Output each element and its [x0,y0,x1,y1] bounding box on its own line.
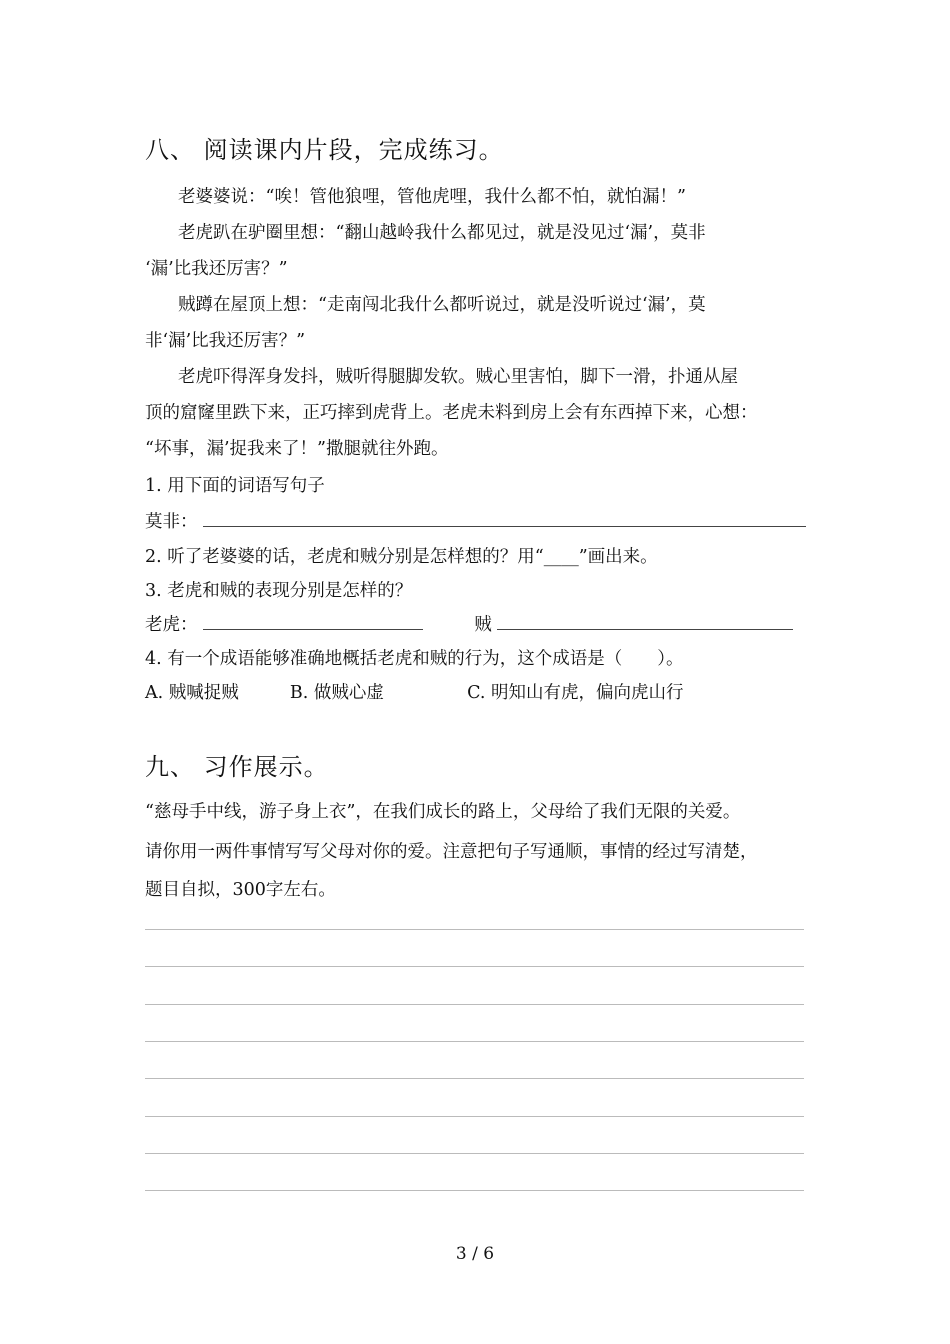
writing-line[interactable] [145,929,804,930]
thief-answer-line[interactable] [497,611,793,630]
option-a[interactable]: A. 贼喊捉贼 [145,683,239,703]
mofei-label: 莫非： [145,512,198,532]
question-4-options [145,679,683,704]
question-1-answer-row [145,508,806,533]
writing-line[interactable] [145,966,804,967]
writing-line[interactable] [145,1190,804,1191]
passage-line-2: 老虎趴在驴圈里想：“翻山越岭我什么都见过，就是没见过‘漏’，莫非 [178,223,706,243]
section-9-title: 九、 习作展示。 [145,753,329,781]
writing-line[interactable] [145,1116,804,1117]
passage-line-7: 顶的窟窿里跌下来，正巧摔到虎背上。老虎未料到房上会有东西掉下来，心想： [145,403,758,423]
section-8-title: 八、 阅读课内片段，完成练习。 [145,136,504,164]
mofei-answer-line[interactable] [203,508,806,527]
option-c[interactable]: C. 明知山有虎，偏向虎山行 [467,683,684,703]
question-3: 3. 老虎和贼的表现分别是怎样的？ [145,581,413,601]
passage-line-1: 老婆婆说：“唉！管他狼哩，管他虎哩，我什么都不怕，就怕漏！” [178,187,686,207]
question-4: 4. 有一个成语能够准确地概括老虎和贼的行为，这个成语是（ ）。 [145,649,684,669]
writing-line[interactable] [145,1153,804,1154]
prompt-line-2: 请你用一两件事情写写父母对你的爱。注意把句子写通顺，事情的经过写清楚， [145,842,758,862]
passage-line-3: ‘漏’比我还厉害？” [145,259,288,279]
prompt-line-3: 题目自拟，300字左右。 [145,880,336,900]
passage-line-4: 贼蹲在屋顶上想：“走南闯北我什么都听说过，就是没听说过‘漏’，莫 [178,295,706,315]
tiger-answer-line[interactable] [203,611,423,630]
tiger-label: 老虎： [145,615,198,635]
prompt-line-1: “慈母手中线，游子身上衣”，在我们成长的路上，父母给了我们无限的关爱。 [145,802,741,822]
thief-label: 贼 [474,615,492,635]
page-number: 3 / 6 [455,1244,495,1264]
question-2: 2. 听了老婆婆的话，老虎和贼分别是怎样想的？用“____”画出来。 [145,547,658,567]
option-b[interactable]: B. 做贼心虚 [289,683,384,703]
question-3-answer-row [145,611,793,636]
q2-underline-marker: ____ [543,547,579,567]
passage-line-8: “坏事，漏’捉我来了！”撒腿就往外跑。 [145,439,449,459]
passage-line-5: 非‘漏’比我还厉害？” [145,331,306,351]
passage-line-6: 老虎吓得浑身发抖，贼听得腿脚发软。贼心里害怕，脚下一滑，扑通从屋 [178,367,738,387]
writing-line[interactable] [145,1078,804,1079]
writing-line[interactable] [145,1041,804,1042]
question-1: 1. 用下面的词语写句子 [145,476,325,496]
writing-line[interactable] [145,1004,804,1005]
